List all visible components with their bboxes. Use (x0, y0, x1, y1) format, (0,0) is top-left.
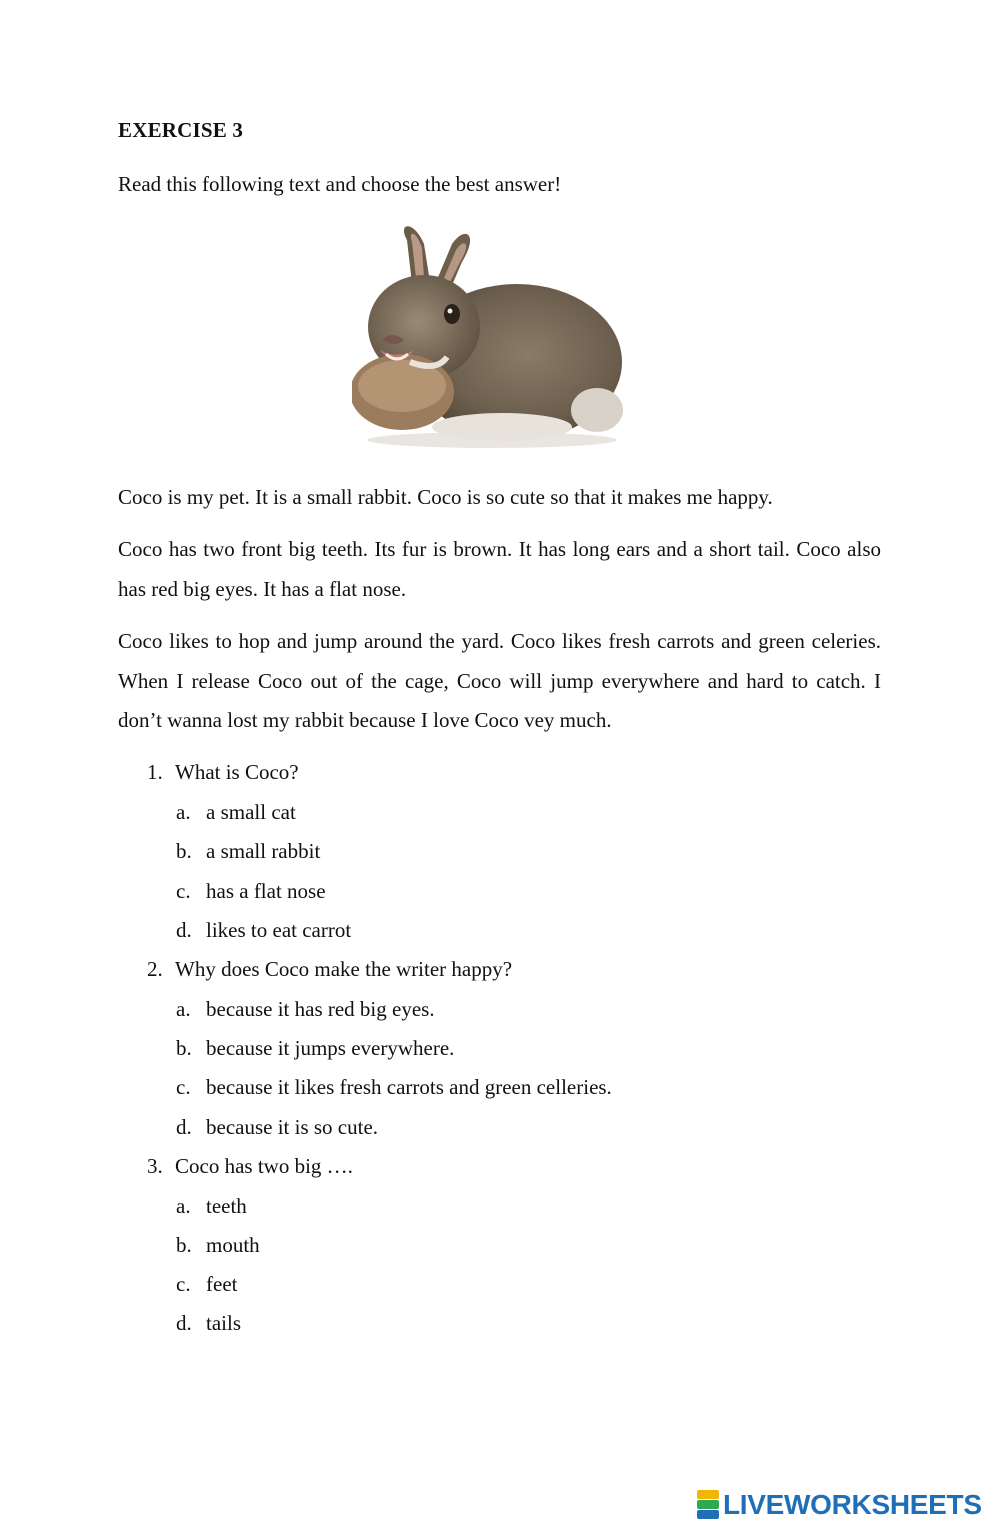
question-3 (147, 1154, 353, 1179)
logo-mark-bar (697, 1510, 719, 1519)
question-1-option-b[interactable] (176, 839, 320, 864)
option-letter: c. (176, 879, 191, 903)
question-2-option-d[interactable] (176, 1115, 378, 1140)
option-text: likes to eat carrot (206, 918, 352, 942)
question-number: 2. (147, 957, 163, 981)
logo-mark-icon (697, 1490, 719, 1520)
question-3-option-d[interactable] (176, 1311, 241, 1336)
option-letter: d. (176, 1311, 192, 1335)
logo-text: LIVEWORKSHEETS (723, 1489, 982, 1520)
question-3-option-c[interactable] (176, 1272, 237, 1297)
passage-paragraph: Coco likes to hop and jump around the yard. Coco likes fresh carrots and green celeries. When I release Coco out of the cage, Coco will jump everywhere and hard to catch. I don’t wanna lost my rabbit because I love Coco vey much. (118, 629, 881, 732)
option-text: because it has red big eyes. (206, 997, 435, 1021)
option-letter: a. (176, 997, 191, 1021)
question-2-option-c[interactable] (176, 1075, 612, 1100)
question-2-option-a[interactable] (176, 997, 435, 1022)
liveworksheets-logo[interactable] (697, 1487, 982, 1523)
option-letter: b. (176, 1233, 192, 1257)
option-letter: c. (176, 1075, 191, 1099)
rabbit-image (352, 222, 630, 454)
exercise-instruction: Read this following text and choose the best answer! (118, 172, 562, 196)
logo-mark-bar (697, 1500, 719, 1509)
question-text: Why does Coco make the writer happy? (175, 957, 513, 981)
option-text: because it jumps everywhere. (206, 1036, 455, 1060)
question-1-option-c[interactable] (176, 879, 326, 904)
question-2 (147, 957, 512, 982)
option-text: because it is so cute. (206, 1115, 379, 1139)
question-text: What is Coco? (175, 760, 299, 784)
option-text: a small cat (206, 800, 296, 824)
option-letter: a. (176, 1194, 191, 1218)
option-letter: b. (176, 839, 192, 863)
option-letter: d. (176, 1115, 192, 1139)
option-text: a small rabbit (206, 839, 321, 863)
option-letter: b. (176, 1036, 192, 1060)
question-2-option-b[interactable] (176, 1036, 454, 1061)
exercise-title: EXERCISE 3 (118, 118, 244, 142)
question-text: Coco has two big …. (175, 1154, 353, 1178)
question-1 (147, 760, 299, 785)
option-text: teeth (206, 1194, 247, 1218)
question-3-option-b[interactable] (176, 1233, 260, 1258)
option-letter: c. (176, 1272, 191, 1296)
option-text: because it likes fresh carrots and green celleries. (206, 1075, 612, 1099)
question-1-option-a[interactable] (176, 800, 296, 825)
passage-paragraph: Coco has two front big teeth. Its fur is brown. It has long ears and a short tail. Coco also has red big eyes. It has a flat nose. (118, 537, 881, 601)
option-letter: a. (176, 800, 191, 824)
option-text: mouth (206, 1233, 260, 1257)
option-text: has a flat nose (206, 879, 326, 903)
option-letter: d. (176, 918, 192, 942)
question-1-option-d[interactable] (176, 918, 351, 943)
passage-paragraph: Coco is my pet. It is a small rabbit. Coco is so cute so that it makes me happy. (118, 485, 773, 509)
option-text: feet (206, 1272, 238, 1296)
option-text: tails (206, 1311, 241, 1335)
question-3-option-a[interactable] (176, 1194, 247, 1219)
logo-mark-bar (697, 1490, 719, 1499)
question-number: 1. (147, 760, 163, 784)
question-number: 3. (147, 1154, 163, 1178)
